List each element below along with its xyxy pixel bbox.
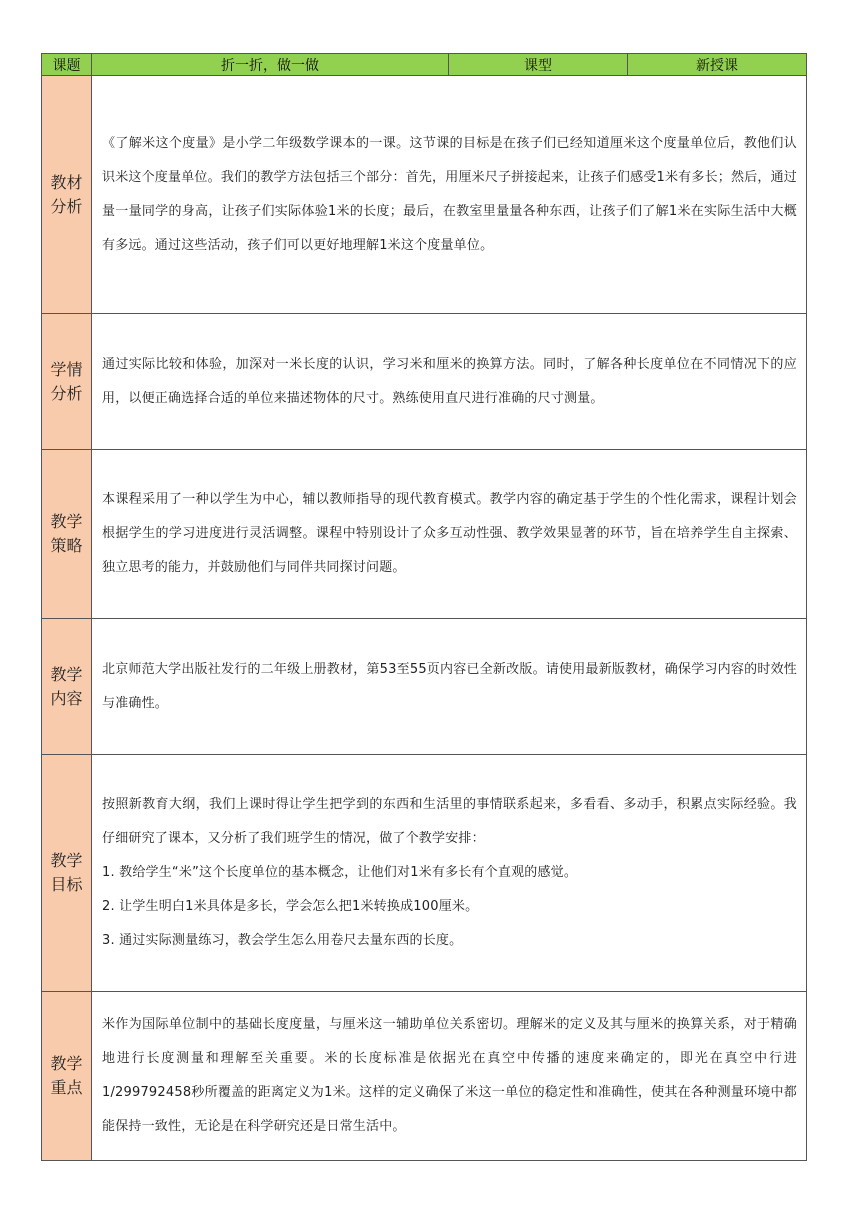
section-row-teaching-strategy	[42, 450, 807, 619]
section-text	[92, 755, 807, 992]
section-text: 《了解米这个度量》是小学二年级数学课本的一课。这节课的目标是在孩子们已经知道厘米这个度量单位后，教他们认识米这个度量单位。我们的教学方法包括三个部分：首先，用厘米尺子拼接起来，让孩子们感受1米有多长；然后，通过量一量同学的身高，让孩子们实际体验1米的长度；最后，在教室里量量各种东西，让孩子们了解1米在实际生活中大概有多远。通过这些活动，孩子们可以更好地理解1米这个度量单位。	[92, 76, 807, 314]
section-text: 通过实际比较和体验，加深对一米长度的认识，学习米和厘米的换算方法。同时，了解各种长度单位在不同情况下的应用，以便正确选择合适的单位来描述物体的尺寸。熟练使用直尺进行准确的尺寸测量。	[92, 314, 807, 450]
section-label: 教学 内容	[42, 619, 92, 755]
section-label: 教材 分析	[42, 76, 92, 314]
section-row-material-analysis	[42, 76, 807, 314]
section-row-learner-analysis	[42, 314, 807, 450]
type-value: 新授课	[628, 54, 807, 76]
topic-label: 课题	[42, 54, 92, 76]
section-row-teaching-focus	[42, 992, 807, 1161]
header-row	[42, 54, 807, 76]
goal-item: 2. 让学生明白1米具体是多长，学会怎么把1米转换成100厘米。	[102, 899, 479, 914]
section-text: 米作为国际单位制中的基础长度度量，与厘米这一辅助单位关系密切。理解米的定义及其与厘米的换算关系，对于精确地进行长度测量和理解至关重要。米的长度标准是依据光在真空中传播的速度来确定的，即光在真空中行进1/299792458秒所覆盖的距离定义为1米。这样的定义确保了米这一单位的稳定性和准确性，使其在各种测量环境中都能保持一致性，无论是在科学研究还是日常生活中。	[92, 992, 807, 1161]
lesson-plan-table	[41, 53, 807, 1161]
section-label: 教学 目标	[42, 755, 92, 992]
goal-item: 1. 教给学生“米”这个长度单位的基本概念，让他们对1米有多长有个直观的感觉。	[102, 865, 578, 880]
topic-value: 折一折，做一做	[92, 54, 449, 76]
goal-item: 3. 通过实际测量练习，教会学生怎么用卷尺去量东西的长度。	[102, 933, 463, 948]
lesson-plan-sheet	[41, 53, 806, 1161]
section-text: 本课程采用了一种以学生为中心，辅以教师指导的现代教育模式。教学内容的确定基于学生的个性化需求，课程计划会根据学生的学习进度进行灵活调整。课程中特别设计了众多互动性强、教学效果显著的环节，旨在培养学生自主探索、独立思考的能力，并鼓励他们与同伴共同探讨问题。	[92, 450, 807, 619]
section-row-teaching-goals	[42, 755, 807, 992]
section-label: 教学 策略	[42, 450, 92, 619]
type-label: 课型	[449, 54, 628, 76]
section-label: 教学 重点	[42, 992, 92, 1161]
goals-intro: 按照新教育大纲，我们上课时得让学生把学到的东西和生活里的事情联系起来，多看看、多动手，积累点实际经验。我仔细研究了课本，又分析了我们班学生的情况，做了个教学安排：	[102, 797, 797, 846]
section-row-teaching-content	[42, 619, 807, 755]
section-label: 学情 分析	[42, 314, 92, 450]
section-text: 北京师范大学出版社发行的二年级上册教材，第53至55页内容已全新改版。请使用最新版教材，确保学习内容的时效性与准确性。	[92, 619, 807, 755]
